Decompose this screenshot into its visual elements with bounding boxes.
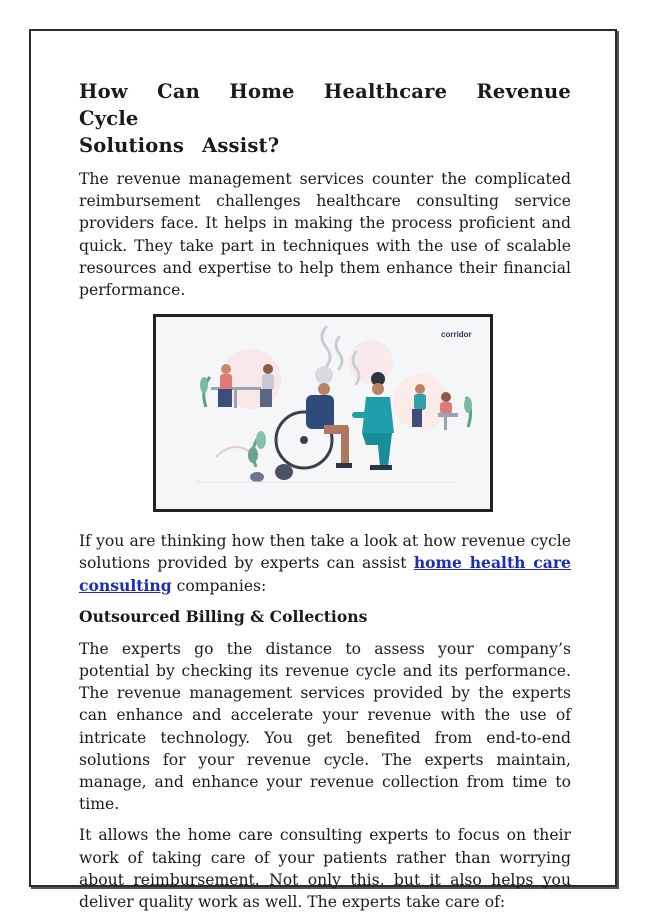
section-subheading: Outsourced Billing & Collections (79, 606, 368, 626)
page-title (79, 78, 571, 159)
home-health-care-consulting-link[interactable]: home health care consulting (79, 553, 571, 595)
paragraph-2 (79, 530, 571, 597)
paragraph-2-tail: companies: (171, 576, 267, 595)
title-line-2: Solutions Assist? (79, 134, 280, 157)
title-line-1: How Can Home Healthcare Revenue Cycle (79, 80, 571, 130)
paragraph-4: It allows the home care consulting experts to focus on their work of taking care of your patients rather than worrying about reimbursement. Not only this, but it also helps you deliver quality work as well. The experts take care of: (79, 826, 571, 912)
paragraph-2-text: If you are thinking how then take a look at how revenue cycle solutions provided by experts can assist (79, 532, 571, 573)
corridor-logo: corridor (441, 330, 472, 340)
intro-paragraph: The revenue management services counter the complicated reimbursement challenges healthcare consulting service providers face. It helps in making the process proficient and quick. They take part in techniques with the use of scalable resources and expertise to help them enhance their financial performance. (79, 170, 571, 300)
paragraph-3: The experts go the distance to assess your company’s potential by checking its revenue cycle and its performance. The revenue management services provided by the experts can enhance and accelerate your revenue with the use of intricate technology. You get benefited from end-to-end solutions for your revenue cycle. The experts maintain, manage, and enhance your revenue collection from time to time. (79, 639, 571, 814)
healthcare-illustration (156, 317, 490, 509)
illustration-figure (153, 314, 493, 512)
document-body (79, 78, 571, 913)
